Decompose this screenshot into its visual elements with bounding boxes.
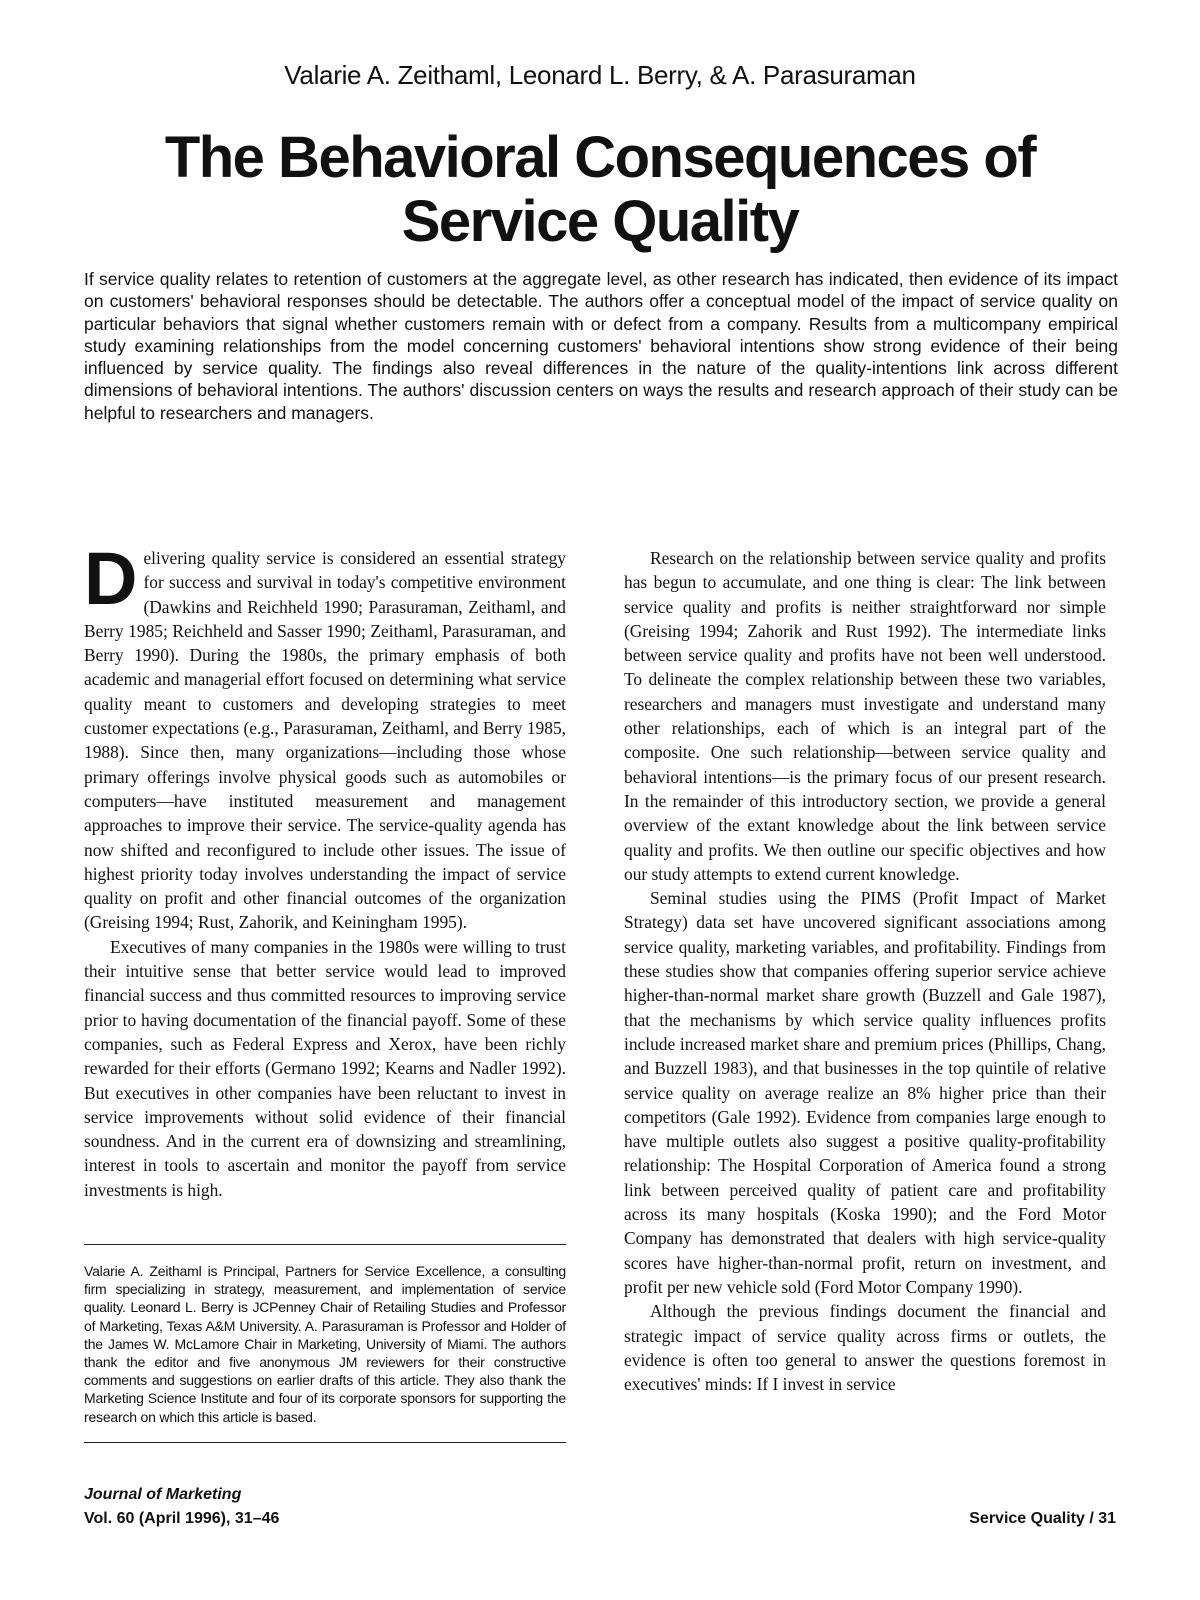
paragraph: Seminal studies using the PIMS (Profit Impact of Market Strategy) data set have uncovered significant associations among service quality, marketing variables, and profitability. Findings from these studies show that companies offering superior service achieve higher-than-normal market share growth (Buzzell and Gale 1987), that the mechanisms by which service quality influences profits include increased market share and premium prices (Phillips, Chang, and Buzzell 1983), and that businesses in the top quintile of relative service quality on average realize an 8% higher price than their competitors (Gale 1992). Evidence from companies large enough to have multiple outlets also suggest a positive quality-profitability relationship: The Hospital Corporation of America found a strong link between perceived quality of patient care and profitability across its many hospitals (Koska 1990); and the Ford Motor Company has demonstrated that dealers with high service-quality scores have higher-than-normal profit, return on investment, and profit per new vehicle sold (Ford Motor Company 1990). <box>624 888 1106 1297</box>
paragraph: Research on the relationship between service quality and profits has begun to accumulate, and one thing is clear: The link between service quality and profits is neither straightforward nor simple (Greising 1994; Zahorik and Rust 1992). The intermediate links between service quality and profits have not been well understood. To delineate the complex relationship between these two variables, researchers and managers must investigate and understand many other relationships, each of which is an integral part of the composite. One such relationship—between service quality and behavioral intentions—is the primary focus of our present research. In the remainder of this introductory section, we provide a general overview of the extant knowledge about the link between service quality and profits. We then outline our specific objectives and how our study attempts to extend current knowledge. <box>624 548 1106 884</box>
paragraph-text: elivering quality service is considered an essential strategy for success and survival in today's competitive environment (Dawkins and Reichheld 1990; Parasuraman, Zeithaml, and Berry 1985; Reichheld and Sasser 1990; Zeithaml, Parasuraman, and Berry 1990). During the 1980s, the primary emphasis of both academic and managerial effort focused on determining what service quality meant to customers and developing strategies to meet customer expectations (e.g., Parasuraman, Zeithaml, and Berry 1985, 1988). Since then, many organizations—including those whose primary offerings involve physical goods such as automobiles or computers—have instituted measurement and management approaches to improve their service. The service-quality agenda has now shifted and reconfigured to include other issues. The issue of highest priority today involves understanding the impact of service quality on profit and other financial outcomes of the organization (Greising 1994; Rust, Zahorik, and Keiningham 1995). <box>84 548 566 933</box>
abstract: If service quality relates to retention of customers at the aggregate level, as other research has indicated, then evidence of its impact on customers' behavioral responses should be detectable. The authors offer a conceptual model of the impact of service quality on particular behaviors that signal whether customers remain with or defect from a company. Results from a multicompany empirical study examining relationships from the model concerning customers' behavioral intentions show strong evidence of their being influenced by service quality. The findings also reveal differences in the nature of the quality-intentions link across different dimensions of behavioral intentions. The authors' discussion centers on ways the results and research approach of their study can be helpful to researchers and managers. <box>84 269 1118 423</box>
title-line-1: The Behavioral Consequences of <box>164 125 1036 190</box>
article-title <box>60 126 1140 254</box>
author-footnote: Valarie A. Zeithaml is Principal, Partners for Service Excellence, a consulting firm specializing in strategy, measurement, and implementation of service quality. Leonard L. Berry is JCPenney Chair of Retailing Studies and Professor of Marketing, Texas A&M University. A. Parasuraman is Professor and Holder of the James W. McLamore Chair in Marketing, University of Miami. The authors thank the editor and five anonymous JM reviewers for their constructive comments and suggestions on earlier drafts of this article. They also thank the Marketing Science Institute and four of its corporate sponsors for supporting the research on which this article is based. <box>84 1263 566 1425</box>
paragraph <box>84 537 566 935</box>
journal-volume: Vol. 60 (April 1996), 31–46 <box>84 1510 280 1527</box>
left-column <box>84 537 566 1202</box>
author-line: Valarie A. Zeithaml, Leonard L. Berry, & A. Parasuraman <box>284 60 916 90</box>
page-footer: Service Quality / 31 <box>969 1510 1116 1527</box>
paragraph: Although the previous findings document the financial and strategic impact of service quality across firms or outlets, the evidence is often too general to answer the questions foremost in executives' minds: If I invest in service <box>624 1301 1106 1395</box>
title-line-2: Service Quality <box>401 189 799 254</box>
journal-name: Journal of Marketing <box>84 1486 242 1503</box>
paragraph: Executives of many companies in the 1980s were willing to trust their intuitive sense that better service would lead to improved financial success and thus committed resources to improving service prior to having documentation of the financial payoff. Some of these companies, such as Federal Express and Xerox, have been richly rewarded for their efforts (Germano 1992; Kearns and Nadler 1992). But executives in other companies have been reluctant to invest in service improvements without solid evidence of their financial soundness. And in the current era of downsizing and streamlining, interest in tools to ascertain and monitor the payoff from service investments is high. <box>84 936 566 1200</box>
right-column <box>624 546 1106 1396</box>
drop-cap: D <box>84 537 138 620</box>
footnote-divider <box>84 1244 566 1245</box>
footnote-bottom-rule <box>84 1442 566 1443</box>
